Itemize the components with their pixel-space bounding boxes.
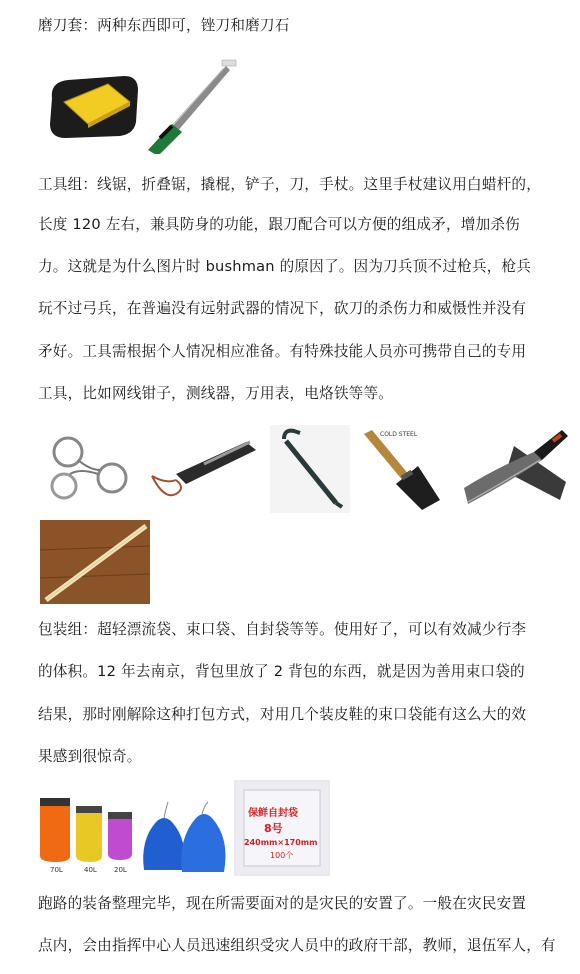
ziplock-label-number: 8号 xyxy=(264,822,283,835)
wire-saw-image xyxy=(40,430,140,510)
ziplock-label-top: 保鲜自封袋 xyxy=(248,808,298,819)
crowbar-image xyxy=(270,425,350,513)
folding-saw-image xyxy=(146,428,264,512)
ziplock-label-count: 100个 xyxy=(270,851,294,860)
brand-logo-text: COLD STEEL xyxy=(380,431,418,438)
whetstone-and-file-image xyxy=(44,58,244,154)
tools-line-2: 长度 120 左右，兼具防身的功能，跟刀配合可以方便的组成矛，增加杀伤 xyxy=(38,216,520,233)
packing-line-1: 包装组：超轻漂流袋、束口袋、自封袋等等。使用好了，可以有效减少行李 xyxy=(38,621,527,638)
ziplock-label-size: 240mm×170mm xyxy=(244,838,318,847)
shovel-image xyxy=(360,426,446,512)
tools-line-4: 玩不过弓兵，在普遍没有远射武器的情况下，砍刀的杀伤力和威慑性并没有 xyxy=(38,300,527,317)
tools-line-6: 工具，比如网线钳子，测线器，万用表，电烙铁等等。 xyxy=(38,385,394,402)
drybag-label-70: 70L xyxy=(50,866,63,874)
drybag-label-20: 20L xyxy=(114,866,127,874)
tools-line-1: 工具组：线锯，折叠锯，撬棍，铲子，刀，手杖。这里手杖建议用白蜡杆的， xyxy=(38,176,541,193)
packing-line-3: 结果，那时刚解除这种打包方式，对用几个装皮鞋的束口袋能有这么大的效 xyxy=(38,706,527,723)
packing-line-4: 果感到很惊奇。 xyxy=(38,748,142,765)
settle-line-2: 点内，会由指挥中心人员迅速组织受灾人员中的政府干部，教师，退伍军人，有 xyxy=(38,937,556,954)
whetstone-heading: 磨刀套：两种东西即可，锉刀和磨刀石 xyxy=(38,17,290,34)
dry-bags-image xyxy=(36,790,136,878)
walking-stick-image xyxy=(40,520,150,604)
ziplock-bags-image xyxy=(234,780,330,876)
tools-line-3: 力。这就是为什么图片时 bushman 的原因了。因为刀兵顶不过枪兵，枪兵 xyxy=(38,258,532,275)
drybag-label-40: 40L xyxy=(84,866,97,874)
packing-line-2: 的体积。12 年去南京，背包里放了 2 背包的东西，就是因为善用束口袋的 xyxy=(38,663,525,680)
stuff-sacks-image xyxy=(138,800,230,876)
machete-image xyxy=(456,424,572,516)
tools-line-5: 矛好。工具需根据个人情况相应准备。有特殊技能人员亦可携带自己的专用 xyxy=(38,343,527,360)
settle-line-1: 跑路的装备整理完毕，现在所需要面对的是灾民的安置了。一般在灾民安置 xyxy=(38,895,527,912)
